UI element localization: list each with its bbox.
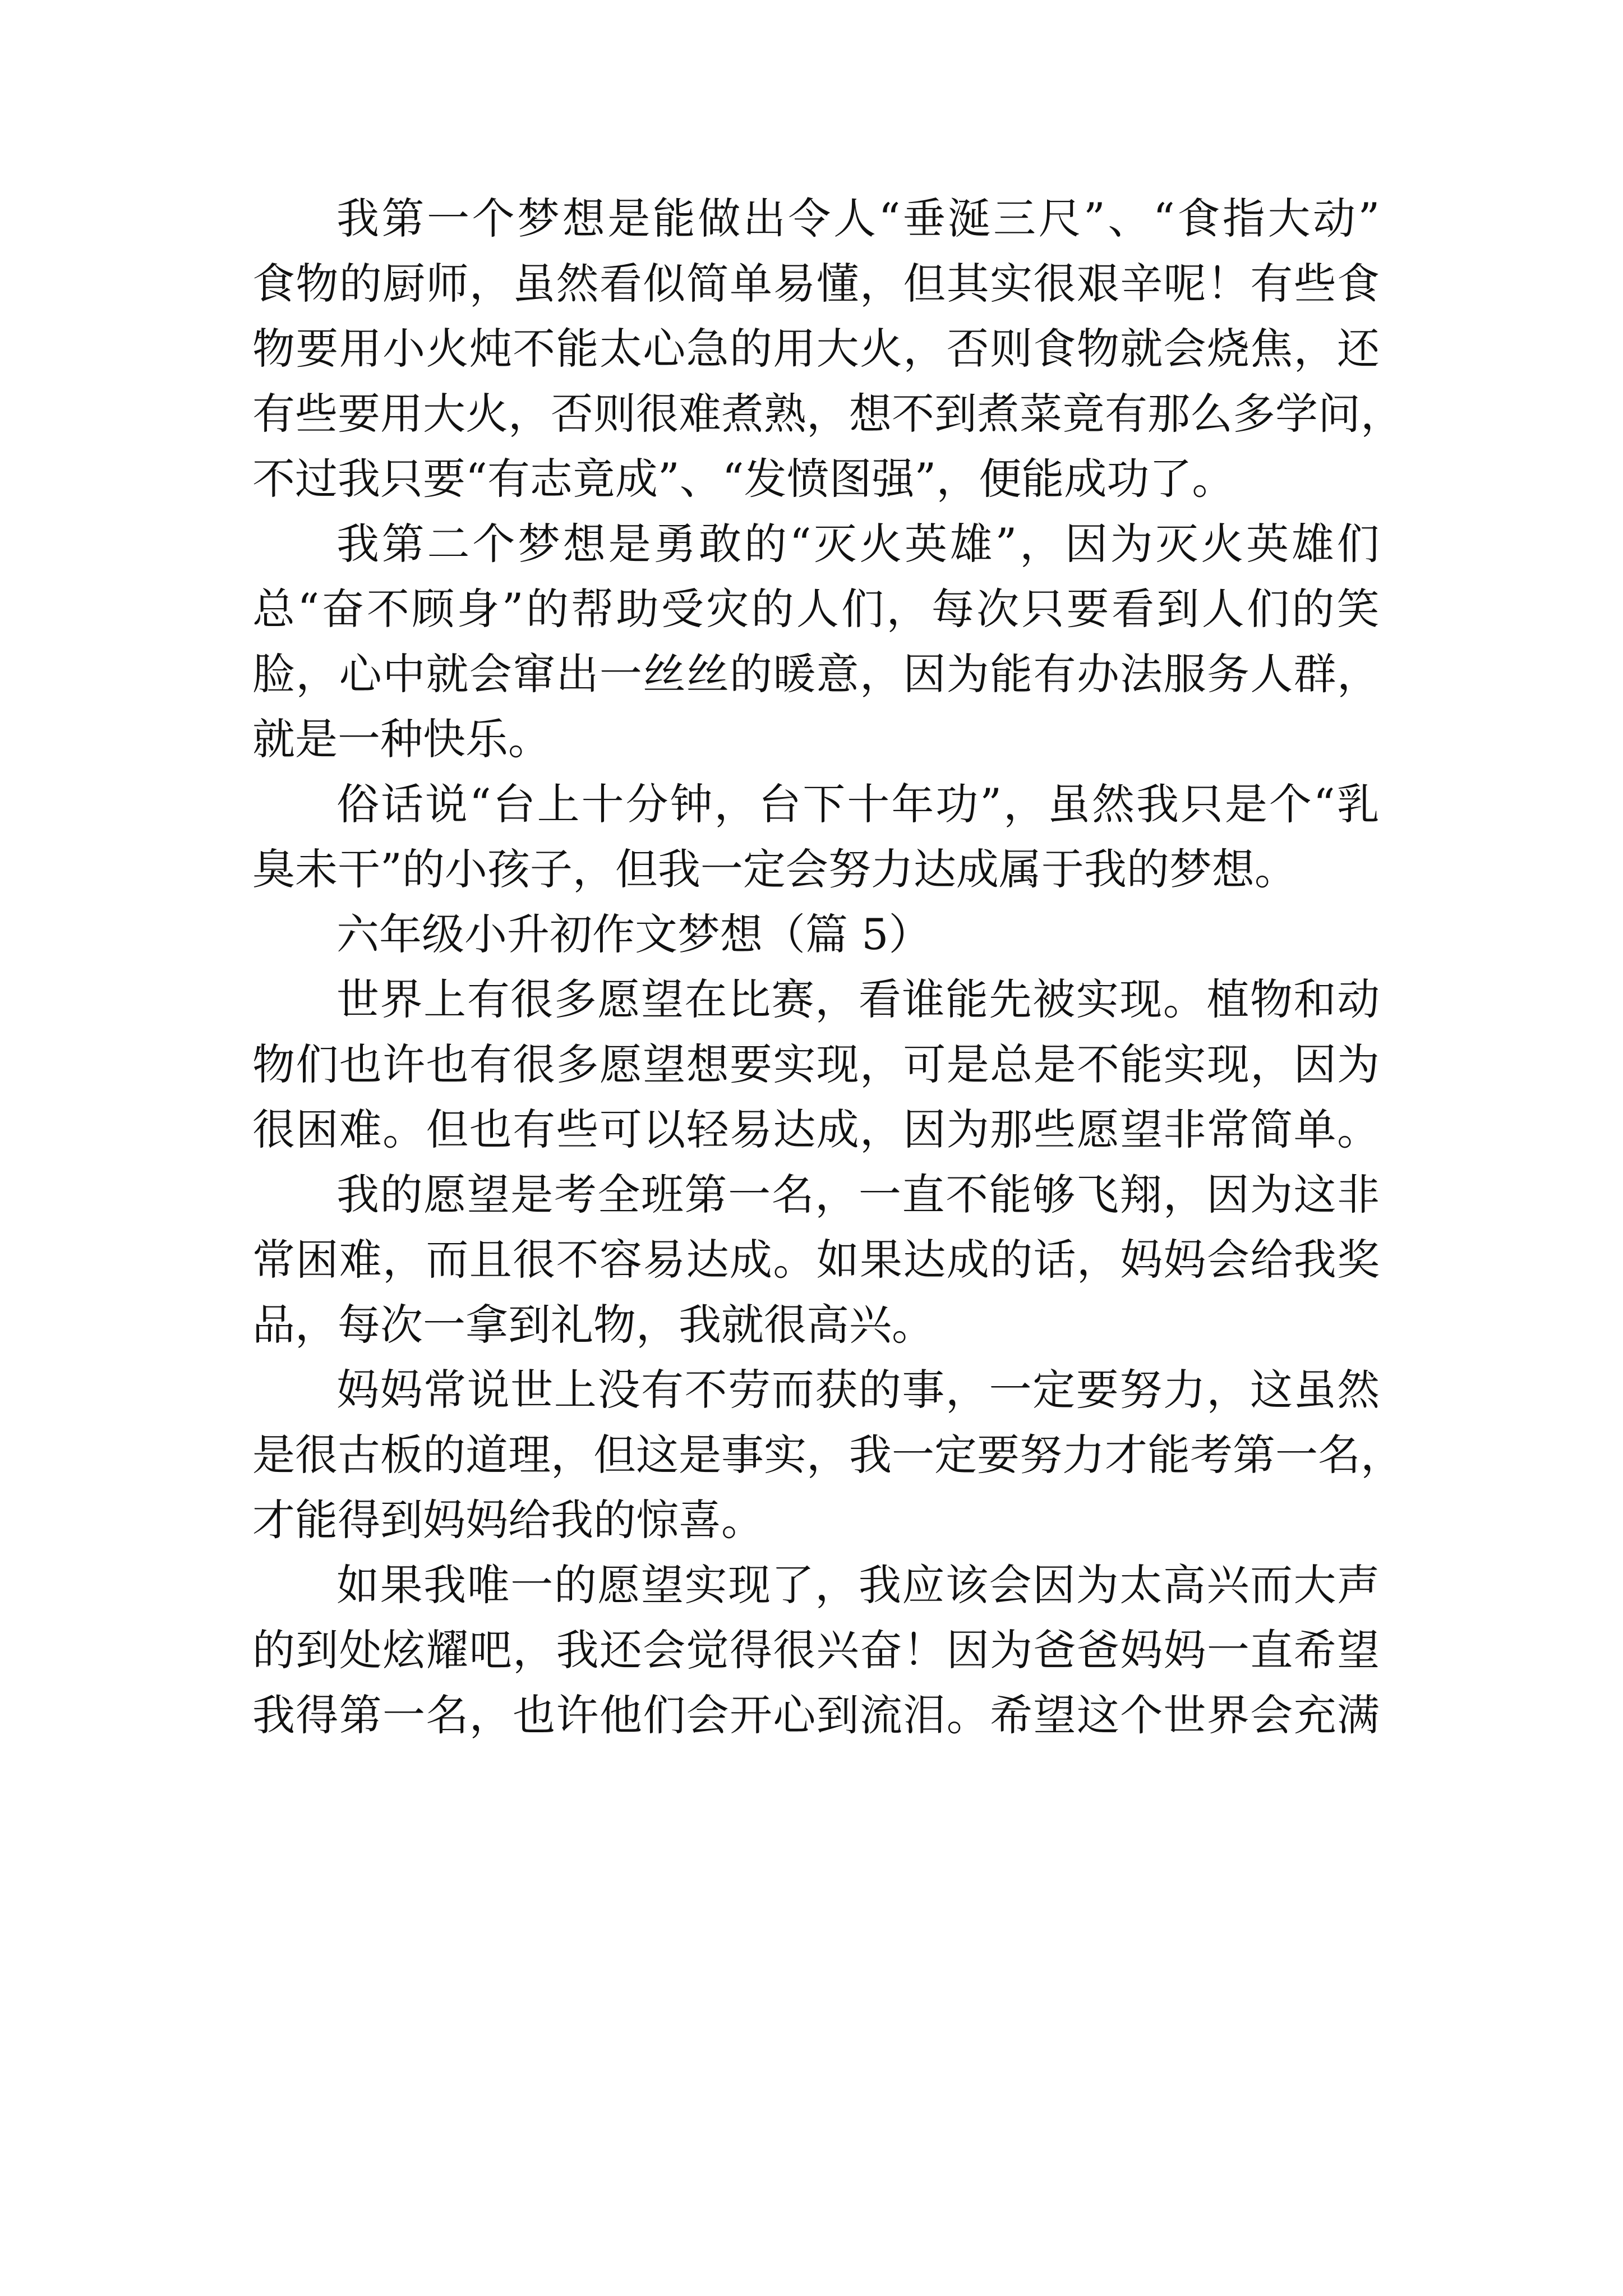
text-line: 臭未干”的小孩子，但我一定会努力达成属于我的梦想。 xyxy=(252,844,1297,894)
text-line: 品，每次一拿到礼物，我就很高兴。 xyxy=(252,1300,934,1350)
text-line: 有些要用大火，否则很难煮熟，想不到煮菜竟有那么多学问， xyxy=(252,389,1403,439)
text-line: 常困难，而且很不容易达成。如果达成的话，妈妈会给我奖 xyxy=(252,1235,1381,1285)
section-heading: 六年级小升初作文梦想（篇 5） xyxy=(336,909,932,959)
text-line: 的到处炫耀吧，我还会觉得很兴奋！因为爸爸妈妈一直希望 xyxy=(252,1625,1381,1675)
text-line: 不过我只要“有志竟成”、“发愤图强”，便能成功了。 xyxy=(252,454,1235,504)
text-line: 如果我唯一的愿望实现了，我应该会因为太高兴而大声 xyxy=(336,1560,1381,1610)
text-line: 俗话说“台上十分钟，台下十年功”，虽然我只是个“乳 xyxy=(336,779,1381,829)
text-line: 食物的厨师，虽然看似简单易懂，但其实很艰辛呢！有些食 xyxy=(252,259,1381,309)
text-line: 物们也许也有很多愿望想要实现，可是总是不能实现，因为 xyxy=(252,1039,1381,1089)
text-line: 我得第一名，也许他们会开心到流泪。希望这个世界会充满 xyxy=(252,1690,1381,1740)
text-line: 物要用小火炖不能太心急的用大火，否则食物就会烧焦，还 xyxy=(252,324,1381,374)
text-line: 是很古板的道理，但这是事实，我一定要努力才能考第一名， xyxy=(252,1430,1403,1480)
text-line: 才能得到妈妈给我的惊喜。 xyxy=(252,1495,764,1545)
text-line: 妈妈常说世上没有不劳而获的事，一定要努力，这虽然 xyxy=(336,1365,1381,1415)
text-line: 很困难。但也有些可以轻易达成，因为那些愿望非常简单。 xyxy=(252,1105,1381,1154)
text-line: 世界上有很多愿望在比赛，看谁能先被实现。植物和动 xyxy=(336,974,1381,1024)
text-line: 我第一个梦想是能做出令人“垂涎三尺”、“食指大动” xyxy=(336,194,1382,243)
text-line: 脸，心中就会窜出一丝丝的暖意，因为能有办法服务人群， xyxy=(252,649,1381,699)
text-line: 我的愿望是考全班第一名，一直不能够飞翔，因为这非 xyxy=(336,1170,1381,1220)
text-line: 总“奋不顾身”的帮助受灾的人们，每次只要看到人们的笑 xyxy=(252,584,1382,634)
text-line: 就是一种快乐。 xyxy=(252,714,551,764)
text-line: 我第二个梦想是勇敢的“灭火英雄”，因为灭火英雄们 xyxy=(336,519,1382,569)
